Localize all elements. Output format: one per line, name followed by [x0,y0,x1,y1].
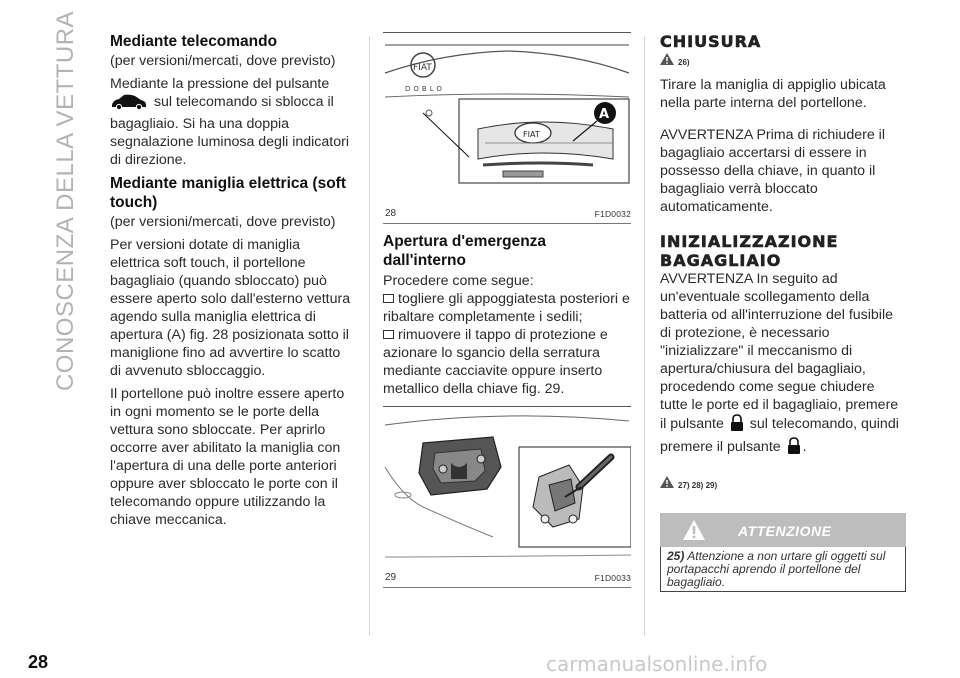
svg-text:FIAT: FIAT [413,63,432,73]
figure-number: 29 [385,572,397,583]
note-refs: 27) 28) 29) [678,480,718,490]
warning-triangle-icon [660,53,674,72]
column-right [660,32,906,592]
figure-number: 28 [385,208,397,219]
svg-text:DOBLO: DOBLO [405,85,445,93]
side-section-title: CONOSCENZA DELLA VETTURA [52,10,79,392]
close-warning: AVVERTENZA Prima di richiudere il bagagliaio accertarsi di essere in possesso della chiave, in quanto il bagagliaio verrà bloccato automaticamente. [660,127,885,215]
handle-paragraph-1: Per versioni dotate di maniglia elettrica soft touch, il portellone bagagliaio (quando sbloccato) può essere aperto solo dall'esterno vettura agendo sulla maniglia elettrica di apertura (A) fig. 28 posizionata sotto il maniglione fino ad avvertire lo scatto di avvenuto sbloccaggio. [110,237,351,379]
tailgate-handle-illustration [383,33,631,203]
bullet-box-icon [383,330,394,339]
car-unlock-icon [110,94,148,115]
attention-banner [660,513,906,547]
remote-note: (per versioni/mercati, dove previsto) [110,53,336,69]
attention-triangle-icon [682,519,706,546]
attention-title: ATTENZIONE [738,523,832,539]
lock-icon [787,437,801,460]
page-number: 28 [28,652,49,672]
warning-triangle-icon [660,476,674,495]
remote-paragraph: Mediante la pressione del pulsante sul telecomando si sblocca il bagagliaio. Si ha una doppia segnalazione luminosa degli indicatori di direzione. [110,76,349,168]
figure-code: F1D0032 [594,209,631,219]
column-divider [644,36,645,636]
note-ref: 26) [678,57,690,67]
list-item: rimuovere il tappo di protezione e azionare lo sgancio della serratura mediante cacciavite oppure inserto metallico della chiave fig. 29. [383,327,608,397]
figure-29 [383,406,631,588]
init-paragraph: AVVERTENZA In seguito ad un'eventuale scollegamento della batteria od all'interruzione del fusibile di protezione, è necessario "inizializzare" il meccanismo di apertura/chiusura del bagagliaio, procedendo come segue chiudere tutte le porte ed il bagagliaio, premere il pulsante sul telecomando, quindi premere il pulsante . [660,270,906,460]
heading-init: INIZIALIZZAZIONE BAGAGLIAIO [660,232,839,270]
column-divider [369,36,370,636]
svg-text:A: A [599,107,610,122]
heading-emergency: Apertura d'emergenza dall'interno [383,233,547,269]
emergency-intro: Procedere come segue: [383,273,534,289]
figure-code: F1D0033 [594,573,631,583]
figure-28 [383,32,631,224]
column-left [110,32,352,534]
bullet-box-icon [383,294,394,303]
column-middle [383,32,631,588]
heading-handle: Mediante maniglia elettrica (soft touch) [110,175,346,211]
close-paragraph: Tirare la maniglia di appiglio ubicata nella parte interna del portellone. [660,77,886,111]
svg-text:FIAT: FIAT [523,130,540,139]
heading-remote: Mediante telecomando [110,33,278,50]
lock-icon [730,414,744,437]
handle-note: (per versioni/mercati, dove previsto) [110,214,336,230]
watermark: carmanualsonline.info [546,652,768,676]
list-item: togliere gli appoggiatesta posteriori e ribaltare completamente i sedili; [383,291,630,325]
handle-paragraph-2: Il portellone può inoltre essere aperto in ogni momento se le porte della vettura sono sbloccate. Per aprirlo occorre aver abilitato la maniglia con l'apertura di una delle porte anteriori oppure aver sbloccato le porte con il telecomando oppure utilizzando la chiave meccanica. [110,386,345,528]
attention-text: 25) Attenzione a non urtare gli oggetti sul portapacchi aprendo il portellone del bagagliaio. [660,547,906,592]
heading-close: CHIUSURA [660,32,762,51]
lock-release-illustration [383,407,631,567]
